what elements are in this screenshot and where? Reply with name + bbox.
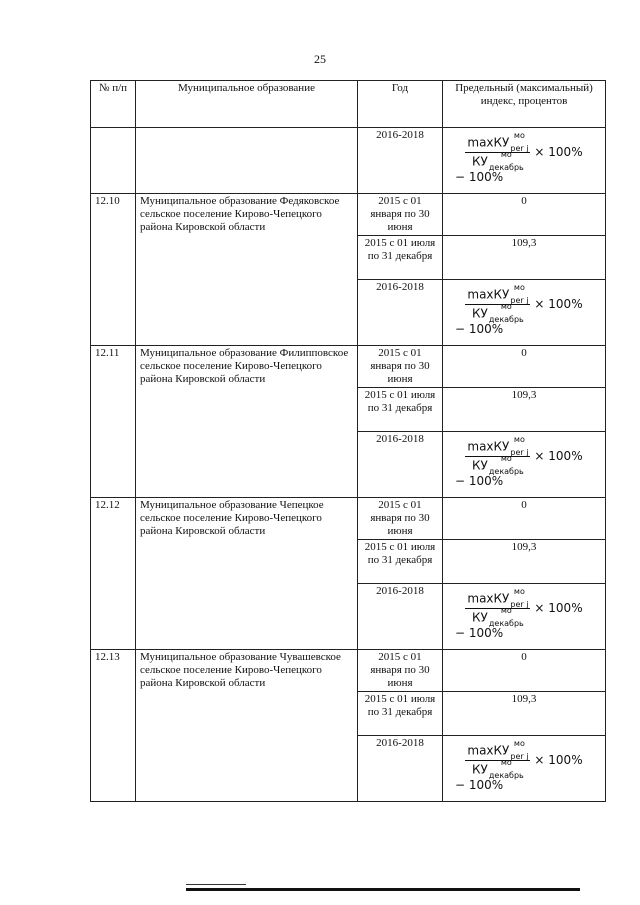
row-number: 12.13 [91, 650, 136, 802]
formula [447, 129, 601, 184]
table-row [91, 650, 606, 692]
formula-fraction [465, 131, 530, 172]
continuation-row [91, 128, 606, 194]
formula-denominator: КУ мо декабрь [472, 454, 524, 476]
formula-tail: − 100% [455, 474, 504, 488]
municipality-name: Муниципальное образование Чепецкое сельское поселение Кирово-Чепецкого района Кировской области [136, 498, 358, 650]
header-num: № п/п [91, 81, 136, 128]
formula-expression [465, 587, 583, 628]
formula-fraction [465, 435, 530, 476]
formula [447, 737, 601, 792]
header-municipality: Муниципальное образование [136, 81, 358, 128]
formula-multiplier: × 100% [534, 449, 583, 463]
period-2-year: 2015 с 01 июля по 31 декабря [358, 540, 443, 584]
formula-tail: − 100% [455, 778, 504, 792]
formula-fraction [465, 739, 530, 780]
municipality-name: Муниципальное образование Филипповское сельское поселение Кирово-Чепецкого района Кировской области [136, 346, 358, 498]
continuation-year: 2016-2018 [358, 128, 443, 194]
table-row [91, 346, 606, 388]
period-1-year: 2015 с 01 января по 30 июня [358, 498, 443, 540]
municipality-name: Муниципальное образование Федяковское сельское поселение Кирово-Чепецкого района Кировской области [136, 194, 358, 346]
formula-multiplier: × 100% [534, 601, 583, 615]
continuation-num-cell [91, 128, 136, 194]
formula-expression [465, 435, 583, 476]
header-index: Предельный (максимальный) индекс, процентов [443, 81, 606, 128]
footer-divider-thin [186, 884, 246, 885]
page-number: 25 [314, 52, 326, 66]
header-year: Год [358, 81, 443, 128]
formula-numerator: maxКУ мо per j [467, 435, 529, 457]
formula-tail: − 100% [455, 626, 504, 640]
period-1-index: 0 [443, 194, 606, 236]
formula-expression [465, 283, 583, 324]
formula-denominator: КУ мо декабрь [472, 606, 524, 628]
continuation-name-cell [136, 128, 358, 194]
period-2-index: 109,3 [443, 692, 606, 736]
formula-fraction [465, 587, 530, 628]
period-1-year: 2015 с 01 января по 30 июня [358, 346, 443, 388]
row-number: 12.12 [91, 498, 136, 650]
period-2-year: 2015 с 01 июля по 31 декабря [358, 236, 443, 280]
period-2-year: 2015 с 01 июля по 31 декабря [358, 692, 443, 736]
period-3-year: 2016-2018 [358, 432, 443, 498]
period-1-index: 0 [443, 346, 606, 388]
formula-denominator: КУ мо декабрь [472, 302, 524, 324]
formula-expression [465, 131, 583, 172]
formula [447, 585, 601, 640]
period-1-index: 0 [443, 498, 606, 540]
municipality-name: Муниципальное образование Чувашевское сельское поселение Кирово-Чепецкого района Кировской области [136, 650, 358, 802]
period-1-year: 2015 с 01 января по 30 июня [358, 194, 443, 236]
period-3-formula-cell [443, 432, 606, 498]
formula-expression [465, 739, 583, 780]
period-3-year: 2016-2018 [358, 736, 443, 802]
period-2-index: 109,3 [443, 388, 606, 432]
period-3-formula-cell [443, 584, 606, 650]
continuation-formula-cell [443, 128, 606, 194]
formula-multiplier: × 100% [534, 297, 583, 311]
formula [447, 281, 601, 336]
formula-numerator: maxКУ мо per j [467, 587, 529, 609]
formula-numerator: maxКУ мо per j [467, 283, 529, 305]
period-3-formula-cell [443, 736, 606, 802]
formula-tail: − 100% [455, 170, 504, 184]
row-number: 12.11 [91, 346, 136, 498]
formula-numerator: maxКУ мо per j [467, 739, 529, 761]
period-2-year: 2015 с 01 июля по 31 декабря [358, 388, 443, 432]
period-3-year: 2016-2018 [358, 584, 443, 650]
tariff-index-table [90, 80, 606, 802]
formula-denominator: КУ мо декабрь [472, 758, 524, 780]
formula-numerator: maxКУ мо per j [467, 131, 529, 153]
formula-multiplier: × 100% [534, 753, 583, 767]
formula-fraction [465, 283, 530, 324]
period-1-year: 2015 с 01 января по 30 июня [358, 650, 443, 692]
table-row [91, 194, 606, 236]
period-3-formula-cell [443, 280, 606, 346]
period-2-index: 109,3 [443, 540, 606, 584]
table-header-row [91, 81, 606, 128]
formula-tail: − 100% [455, 322, 504, 336]
period-1-index: 0 [443, 650, 606, 692]
formula [447, 433, 601, 488]
formula-multiplier: × 100% [534, 145, 583, 159]
period-3-year: 2016-2018 [358, 280, 443, 346]
formula-denominator: КУ мо декабрь [472, 150, 524, 172]
period-2-index: 109,3 [443, 236, 606, 280]
footer-divider [186, 888, 580, 891]
row-number: 12.10 [91, 194, 136, 346]
table-row [91, 498, 606, 540]
